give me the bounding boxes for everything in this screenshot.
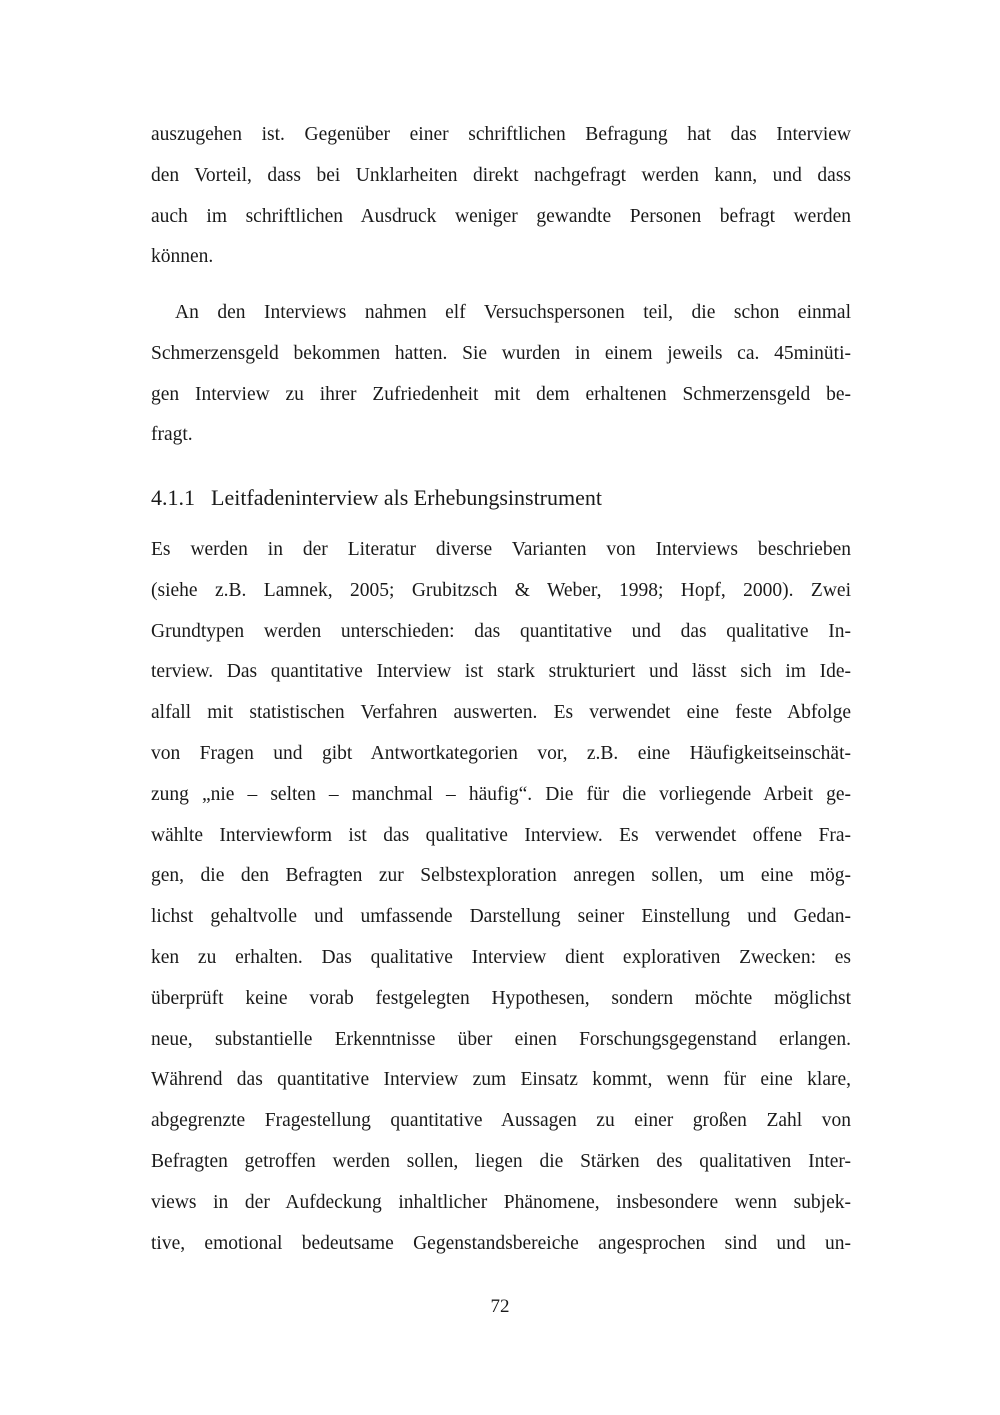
text-line: überprüft keine vorab festgelegten Hypothesen, sondern möchte möglichst <box>151 987 851 1009</box>
text-line: gen Interview zu ihrer Zufriedenheit mit dem erhaltenen Schmerzensgeld be- <box>151 383 851 405</box>
text-line: neue, substantielle Erkenntnisse über einen Forschungsgegenstand erlangen. <box>151 1028 851 1050</box>
text-line: An den Interviews nahmen elf Versuchspersonen teil, die schon einmal <box>175 302 851 323</box>
section-title: Leitfadeninterview als Erhebungsinstrument <box>211 485 602 510</box>
text-line: wählte Interviewform ist das qualitative Interview. Es verwendet offene Fra- <box>151 824 851 846</box>
text-line: views in der Aufdeckung inhaltlicher Phänomene, insbesondere wenn subjek- <box>151 1191 851 1213</box>
text-line: terview. Das quantitative Interview ist stark strukturiert und lässt sich im Ide- <box>151 661 851 683</box>
text-line: können. <box>151 246 214 268</box>
text-line: auch im schriftlichen Ausdruck weniger gewandte Personen befragt werden <box>151 205 851 227</box>
paragraph-2 <box>151 293 851 456</box>
text-line: abgegrenzte Fragestellung quantitative Aussagen zu einer großen Zahl von <box>151 1110 851 1132</box>
text-line: gen, die den Befragten zur Selbstexploration anregen sollen, um eine mög- <box>151 865 851 887</box>
text-line: den Vorteil, dass bei Unklarheiten direkt nachgefragt werden kann, und dass <box>151 164 851 186</box>
text-line: (siehe z.B. Lamnek, 2005; Grubitzsch & Weber, 1998; Hopf, 2000). Zwei <box>151 579 851 601</box>
text-line: lichst gehaltvolle und umfassende Darstellung seiner Einstellung und Gedan- <box>151 906 851 928</box>
text-line: Schmerzensgeld bekommen hatten. Sie wurden in einem jeweils ca. 45minüti- <box>151 342 851 364</box>
paragraph-3 <box>151 530 851 1264</box>
text-line: alfall mit statistischen Verfahren auswerten. Es verwendet eine feste Abfolge <box>151 702 851 724</box>
text-line: fragt. <box>151 424 193 446</box>
text-line: Es werden in der Literatur diverse Varianten von Interviews beschrieben <box>151 539 851 560</box>
text-line: ken zu erhalten. Das qualitative Interview dient explorativen Zwecken: es <box>151 946 851 968</box>
text-line: zung „nie – selten – manchmal – häufig“. Die für die vorliegende Arbeit ge- <box>151 783 851 805</box>
text-line: auszugehen ist. Gegenüber einer schriftlichen Befragung hat das Interview <box>151 124 851 145</box>
section-heading <box>151 478 602 518</box>
page-number: 72 <box>490 1296 510 1317</box>
text-line: Während das quantitative Interview zum Einsatz kommt, wenn für eine klare, <box>151 1069 851 1091</box>
text-line: tive, emotional bedeutsame Gegenstandsbereiche angesprochen sind und un- <box>151 1232 851 1254</box>
paragraph-1 <box>151 115 851 278</box>
section-number: 4.1.1 <box>151 485 195 510</box>
text-line: von Fragen und gibt Antwortkategorien vor, z.B. eine Häufigkeitseinschät- <box>151 742 851 764</box>
text-line: Grundtypen werden unterschieden: das quantitative und das qualitative In- <box>151 620 851 642</box>
text-line: Befragten getroffen werden sollen, liegen die Stärken des qualitativen Inter- <box>151 1150 851 1172</box>
